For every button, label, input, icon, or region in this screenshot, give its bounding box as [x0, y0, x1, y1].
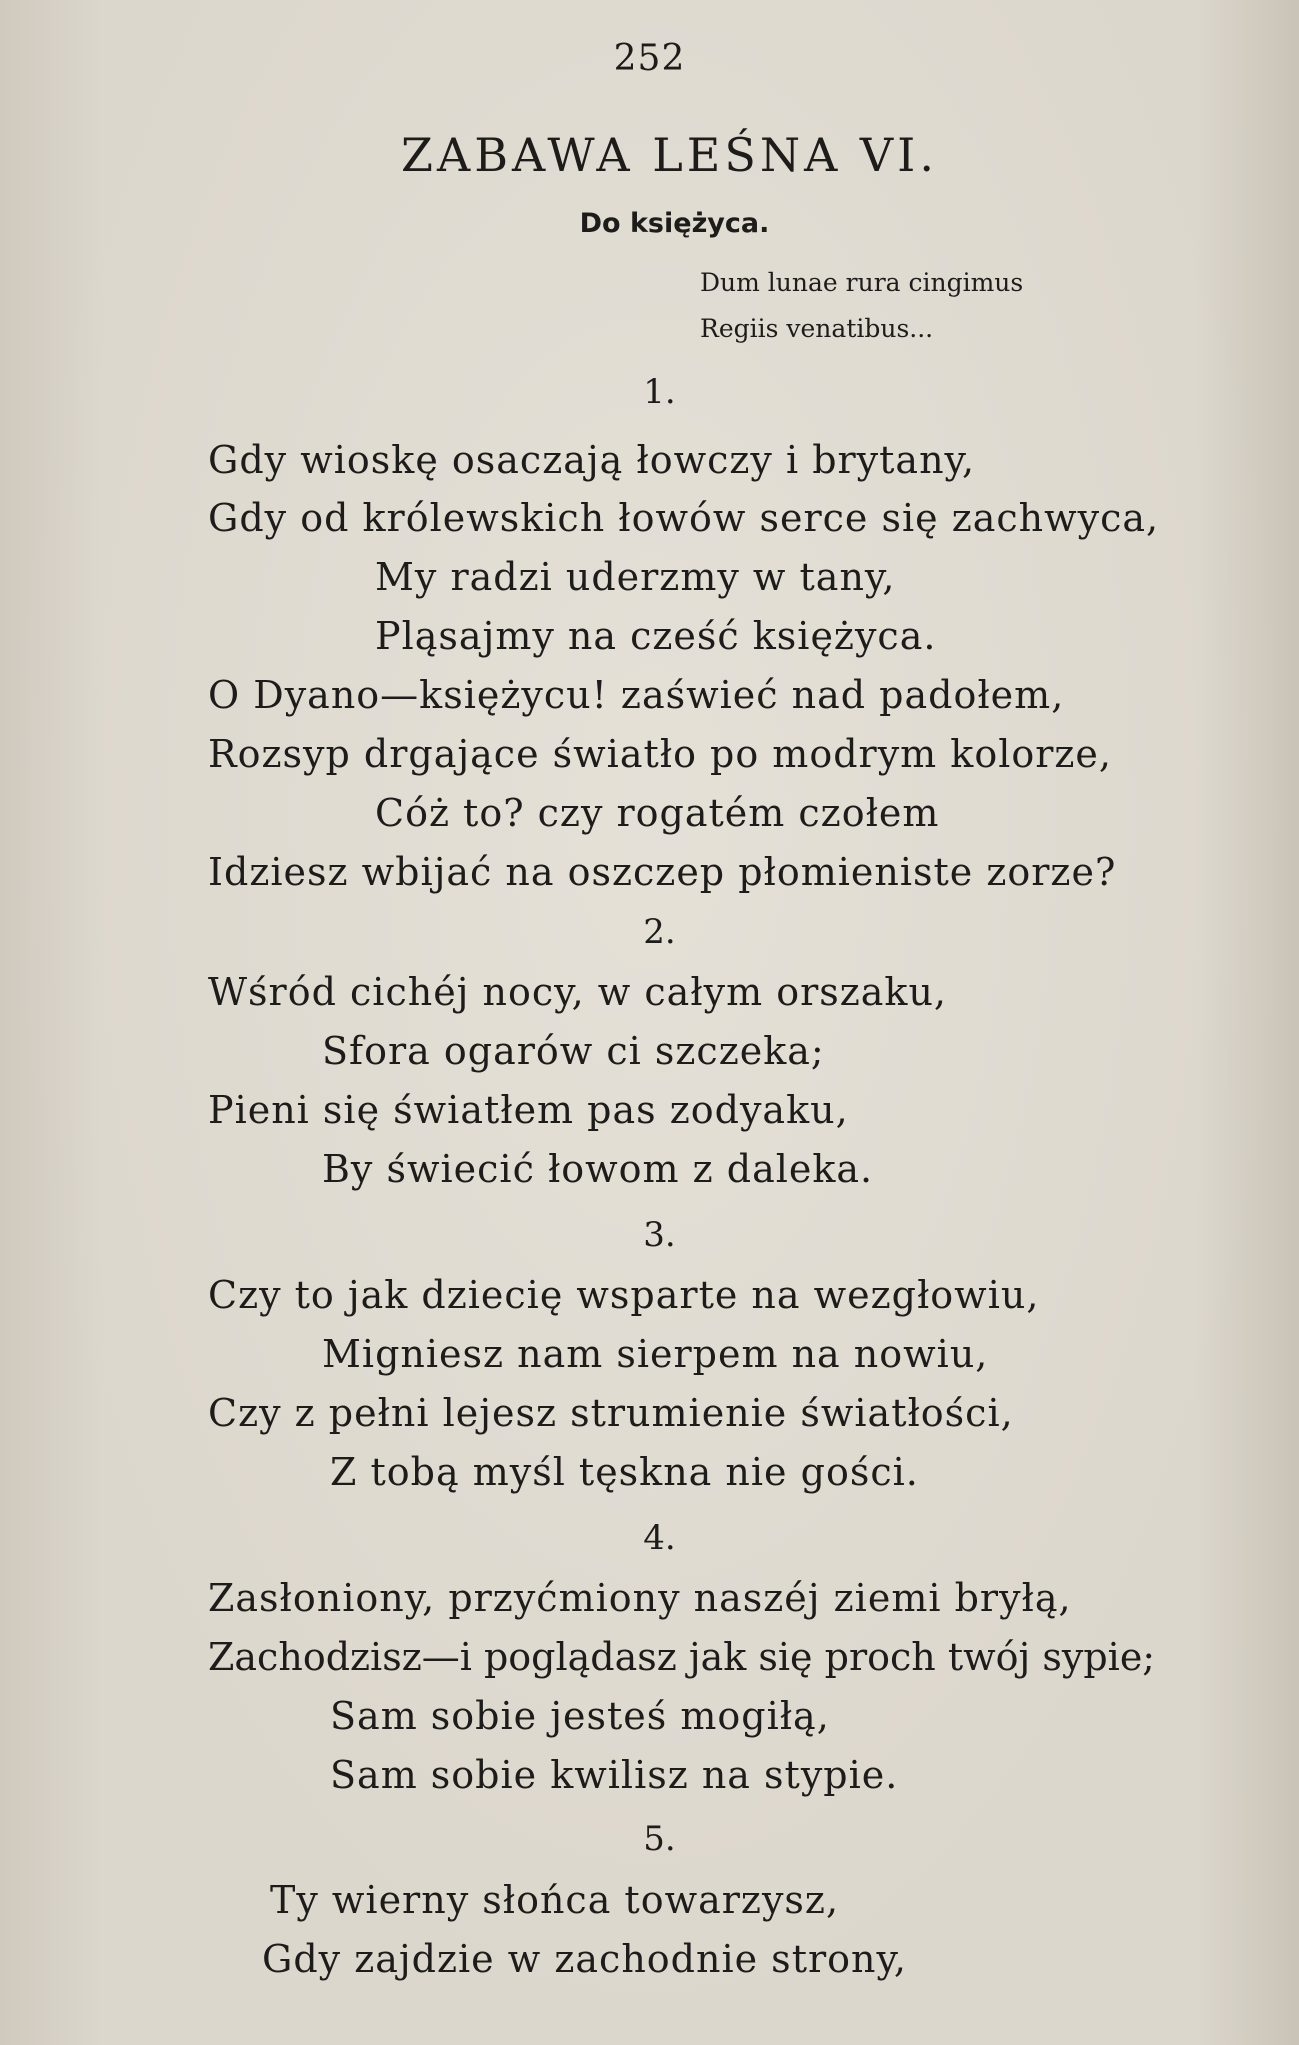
poem-title: ZABAWA LEŚNA VI. [401, 128, 938, 182]
verse-line: Czy z pełni lejesz strumienie światłości, [208, 1391, 1014, 1435]
verse-line: Z tobą myśl tęskna nie gości. [330, 1450, 919, 1494]
stanza-number: 1. [643, 372, 676, 412]
verse-line: Pieni się światłem pas zodyaku, [208, 1088, 849, 1132]
verse-line: My radzi uderzmy w tany, [375, 555, 896, 599]
stanza-number: 5. [643, 1819, 676, 1859]
verse-line: O Dyano—księżycu! zaświeć nad padołem, [208, 673, 1065, 717]
epigraph-line: Dum lunae rura cingimus [700, 268, 1024, 297]
stanza-number: 3. [643, 1215, 676, 1255]
page-number: 252 [613, 38, 686, 79]
verse-line: Sam sobie jesteś mogiłą, [330, 1694, 830, 1738]
verse-line: Migniesz nam sierpem na nowiu, [322, 1332, 989, 1376]
verse-line: Wśród cichéj nocy, w całym orszaku, [208, 970, 948, 1014]
verse-line: Gdy wioskę osaczają łowczy i brytany, [208, 438, 976, 482]
verse-line: Sfora ogarów ci szczeka; [322, 1029, 825, 1073]
verse-line: Gdy zajdzie w zachodnie strony, [262, 1937, 907, 1981]
verse-line: Pląsajmy na cześć księżyca. [375, 614, 937, 658]
verse-line: Sam sobie kwilisz na stypie. [330, 1753, 899, 1797]
verse-line: Ty wierny słońca towarzysz, [270, 1878, 840, 1922]
epigraph-line: Regiis venatibus... [700, 314, 934, 343]
verse-line: Czy to jak dziecię wsparte na wezgłowiu, [208, 1273, 1040, 1317]
verse-line: Zachodzisz—i poglądasz jak się proch twój sypie; [208, 1635, 1156, 1679]
verse-line: Cóż to? czy rogatém czołem [375, 791, 940, 835]
poem-subtitle: Do księżyca. [579, 208, 770, 239]
verse-line: Rozsyp drgające światło po modrym kolorze, [208, 732, 1112, 776]
verse-line: Idziesz wbijać na oszczep płomieniste zorze? [208, 850, 1117, 894]
verse-line: Zasłoniony, przyćmiony naszéj ziemi bryłą, [208, 1576, 1072, 1620]
verse-line: Gdy od królewskich łowów serce się zachwyca, [208, 496, 1160, 540]
stanza-number: 4. [643, 1518, 676, 1558]
verse-line: By świecić łowom z daleka. [322, 1147, 874, 1191]
stanza-number: 2. [643, 912, 676, 952]
